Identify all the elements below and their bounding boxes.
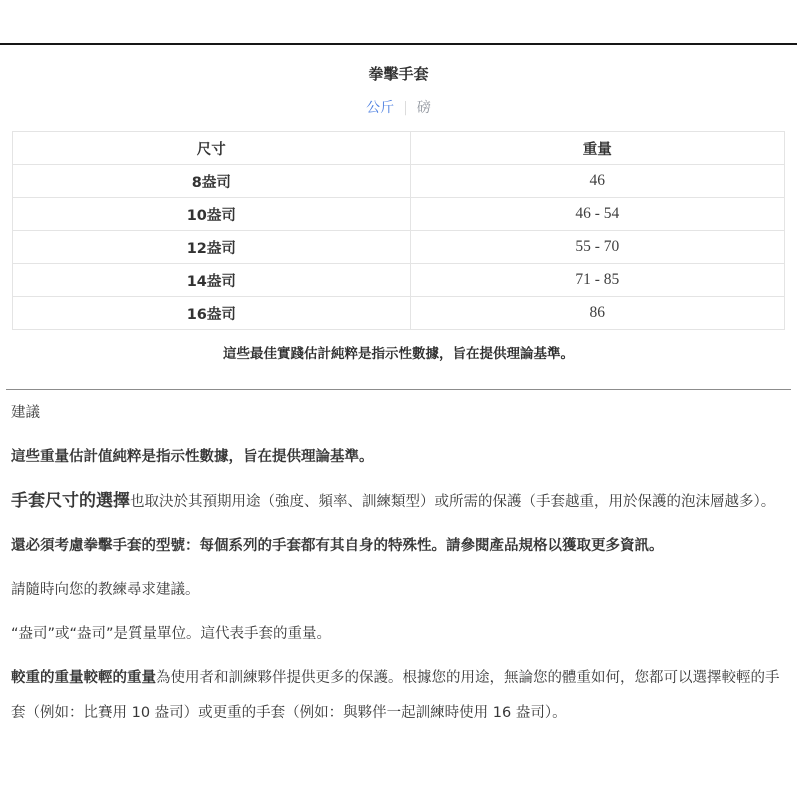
table-row [13, 198, 785, 231]
size-weight-table [12, 131, 785, 330]
weight-cell: 46 - 54 [410, 198, 784, 231]
table-row [13, 165, 785, 198]
unit-toggle-separator: | [403, 100, 408, 116]
advice-paragraph-weight-protection [11, 661, 786, 731]
advice-paragraph-ounce-definition: “盎司”或“盎司”是質量單位。這代表手套的重量。 [11, 626, 332, 642]
column-header-weight: 重量 [410, 132, 784, 165]
size-cell: 10盎司 [13, 198, 411, 231]
size-cell: 8盎司 [13, 165, 411, 198]
unit-toggle-kg[interactable]: 公斤 [366, 100, 395, 116]
top-divider [0, 43, 797, 45]
table-header-row [13, 132, 785, 165]
advice-size-choice-rest: 也取決於其預期用途（強度、頻率、訓練類型）或所需的保護（手套越重，用於保護的泡沫層越多）。 [130, 494, 776, 510]
table-row [13, 264, 785, 297]
advice-size-choice-lead: 手套尺寸的選擇 [11, 491, 130, 511]
column-header-size: 尺寸 [13, 132, 411, 165]
weight-cell: 55 - 70 [410, 231, 784, 264]
weight-cell: 71 - 85 [410, 264, 784, 297]
weight-cell: 46 [410, 165, 784, 198]
size-cell: 16盎司 [13, 297, 411, 330]
advice-weight-rest: 為使用者和訓練夥伴提供更多的保護。根據您的用途，無論您的體重如何，您都可以選擇較輕的手套（例如：比賽用 10 盎司）或更重的手套（例如：與夥伴一起訓練時使用 16 盎司）。 [11, 670, 780, 721]
unit-toggle [0, 97, 797, 117]
advice-section [0, 396, 797, 731]
advice-paragraph-size-choice [11, 484, 786, 520]
advice-paragraph-estimates: 這些重量估計值純粹是指示性數據，旨在提供理論基準。 [11, 449, 374, 465]
unit-toggle-lb[interactable]: 磅 [416, 100, 431, 116]
advice-paragraph-model: 還必須考慮拳擊手套的型號：每個系列的手套都有其自身的特殊性。請參閱產品規格以獲取更多資訊。 [11, 538, 664, 554]
size-cell: 14盎司 [13, 264, 411, 297]
advice-weight-lead: 較重的重量較輕的重量 [11, 670, 156, 686]
table-footnote: 這些最佳實踐估計純粹是指示性數據，旨在提供理論基準。 [223, 346, 574, 362]
page-title: 拳擊手套 [368, 65, 429, 83]
weight-cell: 86 [410, 297, 784, 330]
table-row [13, 231, 785, 264]
size-cell: 12盎司 [13, 231, 411, 264]
section-divider [6, 389, 791, 390]
table-row [13, 297, 785, 330]
advice-paragraph-coach: 請隨時向您的教練尋求建議。 [11, 582, 200, 598]
advice-heading: 建議 [11, 405, 40, 421]
